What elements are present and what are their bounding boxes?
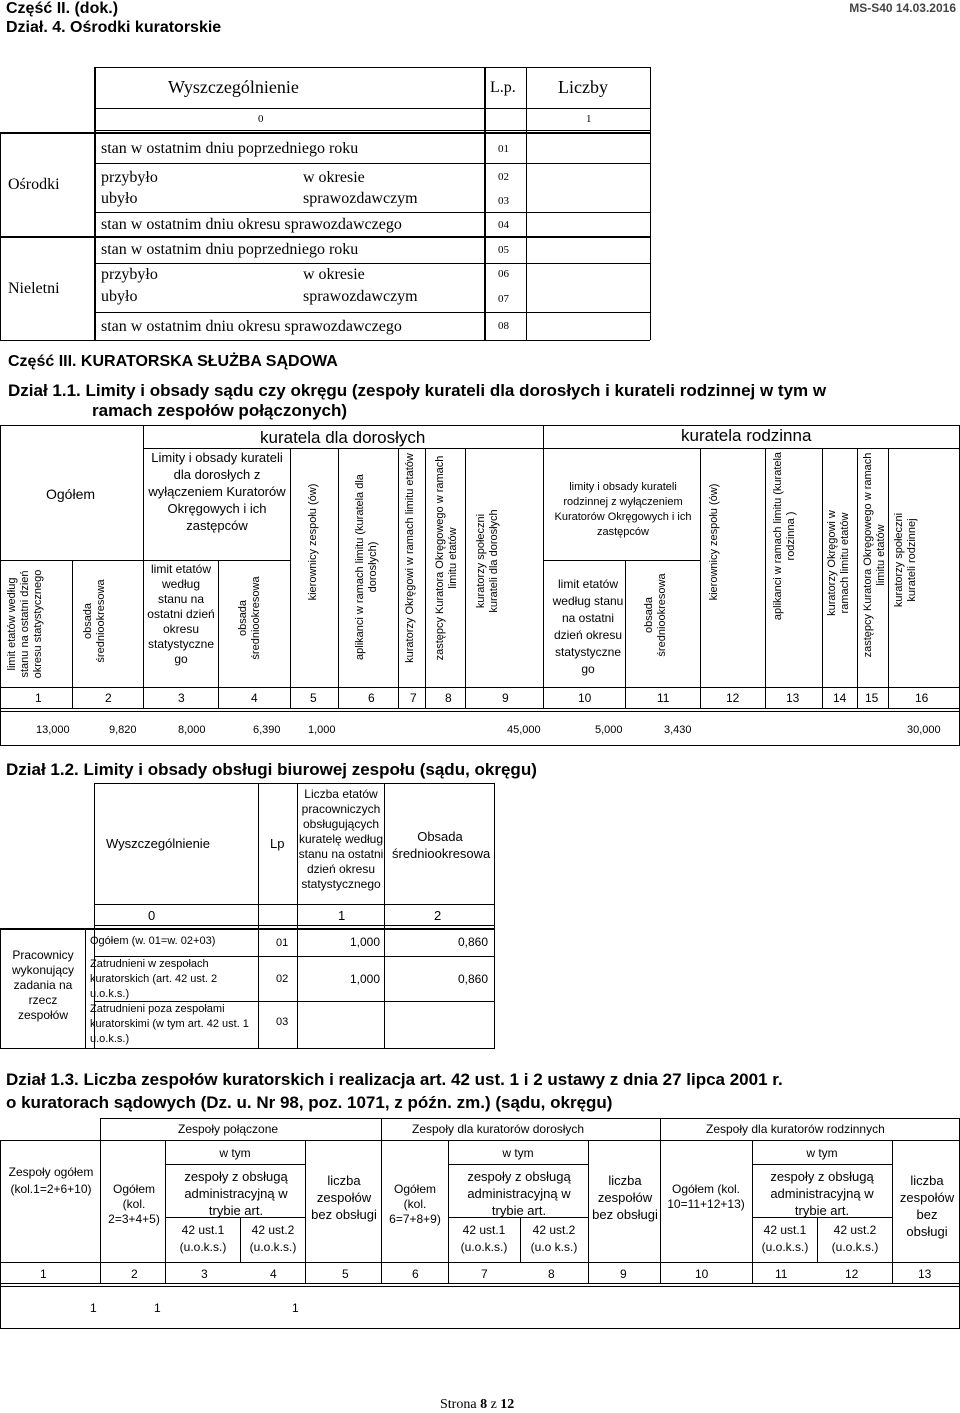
col-number: 11 — [657, 691, 670, 705]
group-header: Zespoły dla kuratorów rodzinnych — [706, 1122, 885, 1136]
cell-value: 8,000 — [178, 724, 206, 736]
col-header-rotated: kuratorzy społeczni kurateli dla dorosłych — [475, 509, 500, 613]
col-number: 6 — [412, 1267, 419, 1281]
col-header: limit etatów według stanu na ostatni dzień okresu statystyczne go — [147, 562, 215, 666]
col-number: 10 — [695, 1267, 709, 1281]
row-lp: 06 — [498, 268, 509, 280]
group-header: kuratela rodzinna — [681, 426, 812, 445]
col-header: Zespoły ogółem (kol.1=2+6+10) — [8, 1165, 94, 1196]
col-number: 4 — [251, 691, 258, 705]
cell-value: 45,000 — [507, 724, 541, 736]
col-header-rotated: zastępcy Kuratora Okręgowego w ramach limitu etatów — [862, 452, 887, 658]
col-number: 9 — [620, 1267, 627, 1281]
col-header: Lp — [270, 836, 285, 851]
col-liczby-header: Liczby — [558, 77, 608, 97]
col-number: 1 — [338, 908, 346, 923]
row-lp: 08 — [498, 320, 509, 332]
col-header: liczba zespołów bez obsługi — [899, 1173, 955, 1239]
group-label: Ośrodki — [8, 176, 60, 193]
col-header: limity i obsady kurateli rodzinnej z wyłączeniem Kuratorów Okręgowych i ich zastępców — [554, 481, 692, 538]
col-header: w tym — [502, 1146, 534, 1160]
row-label: stan w ostatnim dniu poprzedniego roku — [101, 241, 359, 258]
col-number: 1 — [586, 113, 592, 125]
col-header-rotated: kierownicy zespołu (ów) — [307, 483, 319, 601]
col-header: Ogółem — [46, 486, 96, 502]
col-header: 42 ust.2 (u.o.k.s.) — [831, 1223, 879, 1254]
col-number: 3 — [178, 691, 185, 705]
section-title: Część II. (dok.) — [6, 0, 119, 17]
group-header: Zespoły połączone — [178, 1122, 279, 1136]
col-header-rotated: aplikanci w ramach limitu (kuratela dla dorosłych) — [354, 474, 379, 660]
cell-value: 1,000 — [349, 935, 380, 949]
col-header: zespoły z obsługą administracyjną w trybie art. — [184, 1169, 288, 1218]
col-header-rotated: obsada średniookresowa — [643, 573, 668, 657]
page-number: Strona 8 z 12 — [440, 1397, 515, 1412]
row-lp: 02 — [276, 973, 289, 985]
col-header-rotated: kuratorzy społeczni kurateli rodzinnej — [893, 512, 918, 608]
col-header: 42 ust.1 (u.o.k.s.) — [460, 1223, 508, 1254]
division-title: Dział 1.2. Limity i obsady obsługi biurowej zespołu (sądu, okręgu) — [6, 760, 537, 779]
part-title: Część III. KURATORSKA SŁUŻBA SĄDOWA — [8, 353, 338, 370]
row-label: przybyło — [101, 266, 158, 283]
cell-value: 1 — [90, 1301, 97, 1315]
col-header-rotated: aplikanci w ramach limitu (kuratela rodzinna ) — [772, 451, 797, 621]
col-number: 2 — [434, 908, 442, 923]
col-number: 10 — [578, 691, 592, 705]
col-header: Obsada średniookresowa — [392, 829, 491, 861]
col-number: 3 — [201, 1267, 208, 1281]
col-header-rotated: kierownicy zespołu (ów) — [708, 483, 720, 601]
col-header: Liczba etatów pracowniczych obsługujących kuratelę według stanu na ostatni dzień okresu statystycznego — [298, 787, 384, 891]
col-number: 0 — [148, 908, 156, 923]
col-number: 13 — [918, 1267, 932, 1281]
row-label: sprawozdawczym — [303, 190, 418, 207]
row-label: stan w ostatnim dniu poprzedniego roku — [101, 140, 359, 157]
col-number: 5 — [342, 1267, 349, 1281]
col-header: 42 ust.2 (u.o k.s.) — [530, 1223, 578, 1254]
col-header: Wyszczególnienie — [106, 836, 210, 851]
group-label: Pracownicy wykonujący zadania na rzecz zespołów — [11, 948, 75, 1022]
col-number: 13 — [786, 691, 800, 705]
cell-value: 6,390 — [253, 724, 281, 736]
col-number: 9 — [502, 691, 509, 705]
col-header-rotated: kuratorzy Okręgowi w ramach limitu etatów — [404, 453, 416, 663]
row-label: ubyło — [101, 288, 138, 305]
row-lp: 07 — [498, 293, 509, 305]
col-number: 0 — [258, 113, 264, 125]
cell-value: 5,000 — [595, 724, 623, 736]
col-header: w tym — [806, 1146, 838, 1160]
col-lp-header: L.p. — [490, 79, 516, 96]
col-number: 5 — [310, 691, 317, 705]
col-number: 12 — [845, 1267, 859, 1281]
row-lp: 01 — [276, 937, 289, 949]
col-header: 42 ust.1 (u.o.k.s.) — [761, 1223, 809, 1254]
division-title: Dział 1.1. Limity i obsady sądu czy okręgu (zespoły kurateli dla dorosłych i kurateli rodzinnej w tym w — [8, 381, 827, 400]
row-lp: 04 — [498, 219, 509, 231]
col-spec-header: Wyszczególnienie — [168, 77, 299, 97]
cell-value: 9,820 — [109, 724, 137, 736]
cell-value: 1 — [154, 1301, 161, 1315]
cell-value: 1,000 — [308, 724, 336, 736]
col-number: 1 — [40, 1267, 47, 1281]
row-label: sprawozdawczym — [303, 288, 418, 305]
cell-value: 3,430 — [664, 724, 692, 736]
row-label: Zatrudnieni poza zespołami kuratorskimi (w tym art. 42 ust. 1 u.o.k.s.) — [90, 1003, 249, 1045]
col-number: 16 — [915, 691, 929, 705]
row-label: ubyło — [101, 190, 138, 207]
row-lp: 01 — [498, 143, 509, 155]
cell-value: 1,000 — [349, 972, 380, 986]
row-label: przybyło — [101, 169, 158, 186]
col-number: 12 — [726, 691, 740, 705]
col-header: 42 ust.2 (u.o.k.s.) — [249, 1223, 297, 1254]
col-number: 2 — [131, 1267, 138, 1281]
col-header: Ogółem (kol. 2=3+4+5) — [108, 1182, 160, 1226]
row-label: stan w ostatnim dniu okresu sprawozdawczego — [101, 216, 402, 233]
division-title: Dział 1.3. Liczba zespołów kuratorskich i realizacja art. 42 ust. 1 i 2 ustawy z dnia 27 lipca 2001 r. — [6, 1070, 783, 1089]
col-header: 42 ust.1 (u.o.k.s.) — [179, 1223, 227, 1254]
col-header-rotated: obsada średniookresowa — [237, 576, 262, 660]
row-label: w okresie — [303, 266, 365, 283]
cell-value: 0,860 — [457, 935, 488, 949]
cell-value: 13,000 — [36, 724, 70, 736]
row-lp: 03 — [276, 1016, 289, 1028]
col-number: 15 — [865, 691, 879, 705]
col-header: liczba zespołów bez obsługi — [592, 1173, 658, 1222]
col-number: 11 — [775, 1267, 788, 1281]
col-number: 7 — [410, 691, 417, 705]
row-lp: 02 — [498, 171, 509, 183]
row-label: stan w ostatnim dniu okresu sprawozdawczego — [101, 318, 402, 335]
row-label: Zatrudnieni w zespołach kuratorskich (art. 42 ust. 2 u.o.k.s.) — [90, 958, 218, 1000]
row-lp: 03 — [498, 195, 509, 207]
col-header: Limity i obsady kurateli dla dorosłych z wyłączeniem Kuratorów Okręgowych i ich zastępców — [148, 450, 286, 533]
col-number: 1 — [35, 691, 42, 705]
col-header-rotated: limit etatów według stanu na ostatni dzień okresu statystycznego — [6, 569, 44, 679]
division-title: ramach zespołów połączonych) — [92, 401, 348, 420]
col-number: 6 — [368, 691, 375, 705]
col-header: Ogółem (kol. 10=11+12+13) — [667, 1182, 745, 1211]
cell-value: 1 — [292, 1301, 299, 1315]
col-header-rotated: zastępcy Kuratora Okręgowego w ramach limitu etatów — [434, 455, 459, 661]
form-code: MS-S40 14.03.2016 — [849, 1, 956, 15]
col-number: 2 — [105, 691, 112, 705]
cell-value: 30,000 — [907, 724, 941, 736]
group-header: kuratela dla dorosłych — [260, 428, 426, 447]
col-number: 7 — [481, 1267, 488, 1281]
group-label: Nieletni — [8, 280, 60, 297]
col-header: limit etatów według stanu na ostatni dzień okresu statystyczne go — [552, 577, 624, 676]
division-title: Dział. 4. Ośrodki kuratorskie — [6, 19, 222, 36]
col-number: 14 — [833, 691, 847, 705]
row-label: w okresie — [303, 169, 365, 186]
col-header: Ogółem (kol. 6=7+8+9) — [389, 1182, 441, 1226]
col-header-rotated: kuratorzy Okręgowi w ramach limitu etatów — [826, 510, 851, 616]
col-header: zespoły z obsługą administracyjną w trybie art. — [770, 1169, 874, 1218]
row-label: Ogółem (w. 01=w. 02+03) — [90, 935, 216, 947]
col-header: w tym — [219, 1146, 251, 1160]
cell-value: 0,860 — [457, 972, 488, 986]
division-title: o kuratorach sądowych (Dz. u. Nr 98, poz. 1071, z późn. zm.) (sądu, okręgu) — [6, 1093, 613, 1112]
col-header-rotated: obsada średniookresowa — [82, 579, 107, 663]
col-number: 4 — [270, 1267, 277, 1281]
col-number: 8 — [445, 691, 452, 705]
col-header: zespoły z obsługą administracyjną w trybie art. — [467, 1169, 571, 1218]
col-number: 8 — [548, 1267, 555, 1281]
row-lp: 05 — [498, 244, 509, 256]
group-header: Zespoły dla kuratorów dorosłych — [412, 1122, 585, 1136]
col-header: liczba zespołów bez obsługi — [311, 1173, 377, 1222]
